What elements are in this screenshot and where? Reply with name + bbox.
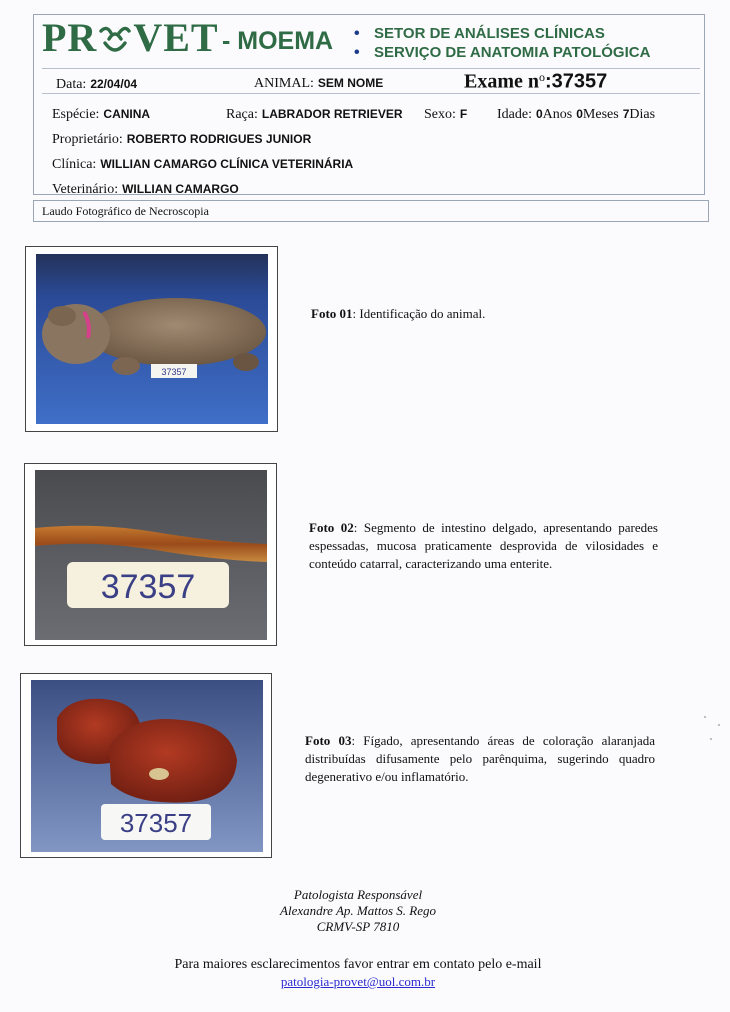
clinic-field: Clínica: WILLIAN CAMARGO CLÍNICA VETERINÁRIA [52, 157, 354, 172]
pathologist-crmv: CRMV-SP 7810 [316, 919, 400, 934]
photo-01-image [36, 254, 268, 424]
bullet-icon: • [354, 44, 360, 61]
species-value: CANINA [103, 107, 151, 121]
bullet-icon: • [354, 25, 360, 42]
photo-03-image [31, 680, 263, 852]
exam-number: Exame $n^o:37357$ [464, 70, 608, 93]
owner-field: Proprietário: ROBERTO RODRIGUES JUNIOR [52, 132, 312, 147]
sector-line-2: • SERVIÇO DE ANATOMIA PATOLÓGICA [354, 44, 651, 61]
species-field: Espécie: CANINA [52, 107, 151, 122]
owner-value: ROBERTO RODRIGUES JUNIOR [126, 132, 312, 146]
animal-value: SEM NOME [317, 76, 384, 90]
pathologist-name: Alexandre Ap. Mattos S. Rego [280, 903, 436, 918]
photo-02-image [35, 470, 267, 640]
pathologist-role: Patologista Responsável [293, 887, 423, 902]
photo-01-label: Foto 01 [311, 306, 353, 321]
photo-01-frame [25, 246, 278, 432]
vet-field: Veterinário: WILLIAN CAMARGO [52, 182, 239, 197]
report-type-label: Laudo Fotográfico de Necroscopia [33, 200, 709, 222]
photo-03-frame [20, 673, 272, 858]
scan-speck [710, 738, 712, 740]
photo-02-caption: Foto 02: Segmento de intestino delgado, apresentando paredes espessadas, mucosa praticamente desprovida de vilosidades e conteúdo catarral, caracterizando uma enterite. [309, 520, 658, 571]
photo-02-label: Foto 02 [309, 520, 354, 535]
date-value: 22/04/04 [90, 77, 138, 91]
signature-block [0, 887, 716, 935]
photo-02-frame [24, 463, 277, 646]
provet-logo: PR VET [42, 15, 219, 60]
sex-value: F [459, 107, 468, 121]
breed-field: Raça: LABRADOR RETRIEVER [226, 107, 403, 122]
contact-block [0, 956, 716, 991]
email-link[interactable]: patologia-provet@uol.com.br [280, 974, 436, 989]
sector-line-1: • SETOR DE ANÁLISES CLÍNICAS [354, 25, 605, 42]
sex-field: Sexo: F [424, 107, 468, 122]
age-field: Idade: 0Anos 0Meses 7Dias [497, 107, 656, 122]
vet-value: WILLIAN CAMARGO [122, 182, 239, 196]
clinic-value: WILLIAN CAMARGO CLÍNICA VETERINÁRIA [100, 157, 354, 171]
city-name: - MOEMA [222, 27, 334, 55]
paw-icon [97, 23, 133, 53]
scan-speck [704, 716, 706, 718]
contact-text: Para maiores esclarecimentos favor entrar em contato pelo e-mail [174, 957, 542, 972]
svg-text:37357: 37357 [161, 367, 187, 377]
animal-field: ANIMAL: SEM NOME [254, 76, 384, 91]
svg-text:37357: 37357 [119, 808, 193, 838]
photo-03-label: Foto 03 [305, 733, 352, 748]
photo-03-caption: Foto 03: Fígado, apresentando áreas de coloração alaranjada distribuídas difusamente pelo parênquima, sugerindo quadro degenerativo e/ou inflamatório. [305, 733, 655, 784]
breed-value: LABRADOR RETRIEVER [261, 107, 403, 121]
scan-speck [718, 724, 720, 726]
photo-01-caption: Foto 01: Identificação do animal. [311, 306, 486, 321]
date-field: Data: 22/04/04 [56, 77, 138, 92]
svg-text:37357: 37357 [100, 568, 196, 606]
